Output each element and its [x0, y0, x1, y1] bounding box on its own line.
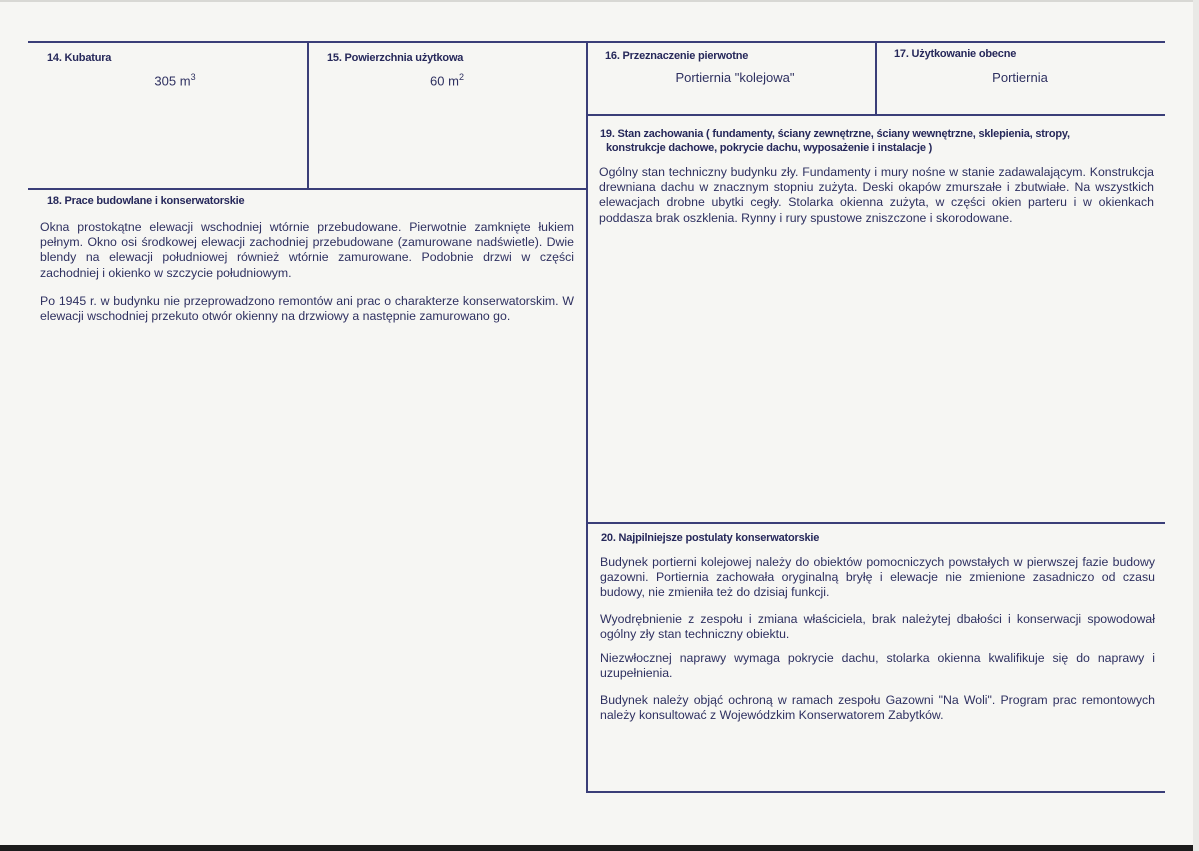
field18-paragraph: Po 1945 r. w budynku nie przeprowadzono remontów ani prac o charakterze konserwatorskim. W elewacji wschodniej przekuto otwór okienny na drzwiowy a następnie zamurowano go. — [40, 294, 574, 324]
rule-top — [28, 41, 1165, 43]
field18-label: 18. Prace budowlane i konserwatorskie — [47, 195, 245, 207]
field14-value — [130, 72, 220, 88]
divider-16-17 — [875, 41, 877, 116]
field15-unit-exponent: 2 — [458, 72, 464, 82]
rule-bottom-right — [588, 791, 1165, 793]
card-right-edge — [1193, 0, 1199, 851]
divider-main — [586, 41, 588, 793]
card-top-edge — [0, 0, 1199, 2]
field19-label-line2: konstrukcje dachowe, pokrycie dachu, wyposażenie i instalacje ) — [606, 142, 933, 154]
field19-paragraph: Ogólny stan techniczny budynku zły. Fundamenty i mury nośne w stanie zadawalającym. Konstrukcja drewniana dachu w znacznym stopniu zużyta. Deski okapów zmurszałe i zbutwiałe. Na wszystkich elewacjach drobne ubytki cegły. Stolarka okienna zużyta, w części okien parteru i w okienkach poddasza brak oszklenia. Rynny i rury spustowe zniszczone i skorodowane. — [599, 165, 1154, 225]
card-bottom-edge — [0, 845, 1199, 851]
field19-label — [600, 127, 1160, 155]
field15-value-number: 60 m — [430, 73, 459, 89]
field18-paragraph: Okna prostokątne elewacji wschodniej wtórnie przebudowane. Pierwotnie zamknięte łukiem pełnym. Okno osi środkowej elewacji zachodniej przebudowane (zamurowane nadświetle). Dwie blendy na elewacji południowej również wtórnie zamurowane. Podobnie drzwi w części zachodniej i okienko w szczycie południowym. — [40, 220, 574, 280]
field14-label: 14. Kubatura — [47, 52, 112, 64]
field20-label: 20. Najpilniejsze postulaty konserwatorskie — [601, 532, 820, 544]
field20-paragraph: Budynek portierni kolejowej należy do obiektów pomocniczych powstałych w pierwszej fazie budowy gazowni. Portiernia zachowała oryginalną bryłę i elewacje nie zmienione zasadniczo od czasu budowy, nie zmieniła też do dzisiaj funkcji. — [600, 555, 1155, 600]
field20-paragraph: Budynek należy objąć ochroną w ramach zespołu Gazowni "Na Woli". Program prac remontowych należy konsultować z Wojewódzkim Konserwatorem Zabytków. — [600, 693, 1155, 723]
field15-label: 15. Powierzchnia użytkowa — [327, 52, 464, 64]
field14-unit-exponent: 3 — [190, 72, 196, 82]
field17-value: Portiernia — [992, 70, 1048, 85]
field16-value: Portiernia "kolejowa" — [675, 70, 795, 85]
field20-paragraph: Niezwłocznej naprawy wymaga pokrycie dachu, stolarka okienna kwalifikuje się do naprawy i uzupełnienia. — [600, 651, 1155, 681]
field19-label-line1: 19. Stan zachowania ( fundamenty, ściany zewnętrzne, ściany wewnętrzne, sklepienia, stropy, — [600, 128, 1070, 140]
field16-label: 16. Przeznaczenie pierwotne — [605, 50, 749, 62]
field17-label: 17. Użytkowanie obecne — [894, 48, 1017, 60]
rule-field20 — [588, 522, 1165, 524]
field15-value — [412, 72, 482, 88]
divider-14-15 — [307, 41, 309, 190]
field14-value-number: 305 m — [154, 73, 191, 89]
field20-paragraph: Wyodrębnienie z zespołu i zmiana właściciela, brak należytej dbałości i konserwacji spowodował ogólny zły stan techniczny obiektu. — [600, 612, 1155, 642]
